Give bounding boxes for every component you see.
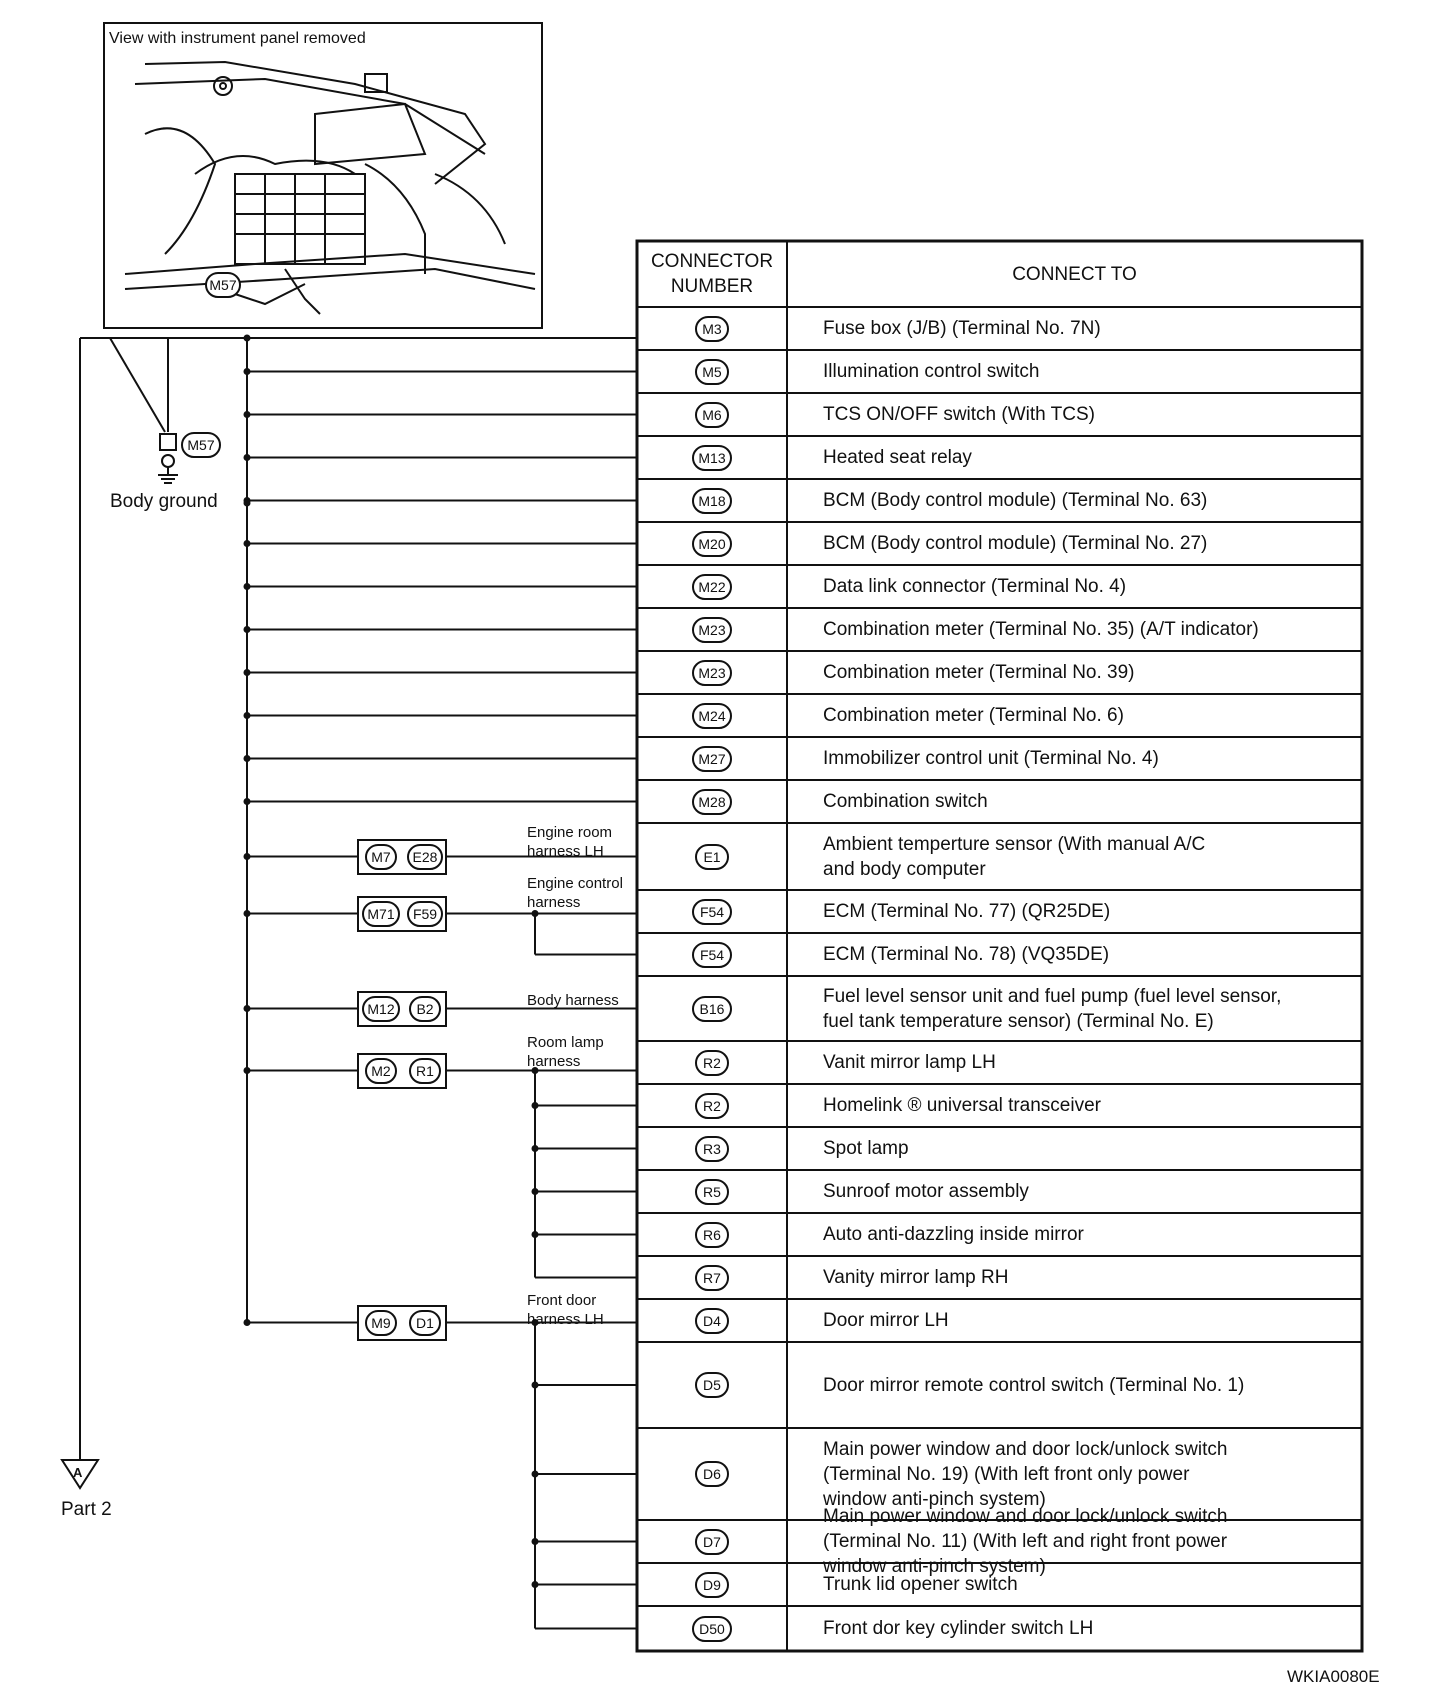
junction-dot [532,1231,539,1238]
connector-badge: M23 [692,660,732,686]
photo-caption: View with instrument panel removed [109,30,366,47]
connect-to-text: ECM (Terminal No. 78) (VQ35DE) [823,944,1110,965]
junction-dot [244,626,251,633]
junction-dot [244,798,251,805]
connect-to-text: Sunroof motor assembly [823,1181,1029,1202]
connector-badge: F54 [692,899,732,925]
connect-to-text: Ambient temperture sensor (With manual A/C and body computer [823,833,1206,880]
junction-dot [244,500,251,507]
junction-dot [244,540,251,547]
inline-connector [357,1053,447,1089]
connect-to-text: Heated seat relay [823,447,972,468]
connect-to-text: Combination meter (Terminal No. 6) [823,705,1124,726]
connect-to-text: Combination meter (Terminal No. 39) [823,662,1135,683]
junction-dot [244,368,251,375]
junction-dot [244,583,251,590]
connect-to-text: BCM (Body control module) (Terminal No. 63) [823,490,1208,511]
connect-to-text: Auto anti-dazzling inside mirror [823,1224,1084,1245]
connector-badge: D4 [695,1308,729,1334]
junction-dot [244,1067,251,1074]
junction-dot [244,411,251,418]
photo-connector-badge: M57 [205,272,241,298]
connector-badge: B16 [692,996,732,1022]
connector-badge: M20 [692,531,732,557]
junction-dot [244,755,251,762]
connect-to-text: Homelink ® universal transceiver [823,1095,1101,1116]
connector-badge: M5 [695,359,729,385]
junction-dot [532,1188,539,1195]
connector-badge: M3 [695,316,729,342]
connect-to-text: TCS ON/OFF switch (With TCS) [823,404,1095,425]
connector-badge: R5 [695,1179,729,1205]
connector-badge: R7 [695,1265,729,1291]
junction-dot [532,1538,539,1545]
harness-label: Engine control harness [527,874,623,911]
header-connect-to: CONNECT TO [1012,263,1137,285]
part2-symbol: A [73,1465,83,1480]
connector-badge: D7 [695,1529,729,1555]
junction-dot [244,712,251,719]
inline-connector-left: M7 [365,844,397,870]
inline-connector-left: M71 [362,901,400,927]
connect-to-text: Door mirror remote control switch (Terminal No. 1) [823,1374,1245,1396]
junction-dot [532,1382,539,1389]
inline-connector [357,896,447,932]
connector-badge: M28 [692,789,732,815]
junction-dot [532,1581,539,1588]
connect-to-text: Vanit mirror lamp LH [823,1052,996,1073]
inline-connector-right: R1 [409,1058,441,1084]
inline-connector-right: E28 [407,844,443,870]
connect-to-text: Combination meter (Terminal No. 35) (A/T indicator) [823,619,1259,640]
connector-badge: M27 [692,746,732,772]
inline-connector [357,991,447,1027]
inline-connector [357,839,447,875]
connector-badge: D6 [695,1461,729,1487]
connector-badge: R2 [695,1050,729,1076]
connect-to-text: Immobilizer control unit (Terminal No. 4) [823,748,1159,769]
connector-badge: M18 [692,488,732,514]
inline-connector-left: M12 [362,996,400,1022]
connector-badge: F54 [692,942,732,968]
inline-connector-left: M2 [365,1058,397,1084]
inline-connector [357,1305,447,1341]
connector-badge: R3 [695,1136,729,1162]
junction-dot [244,1319,251,1326]
harness-label: Engine room harness LH [527,823,613,860]
connect-to-text: Fuse box (J/B) (Terminal No. 7N) [823,318,1101,339]
connector-badge: D5 [695,1372,729,1398]
connector-badge: E1 [695,844,729,870]
figure-code: WKIA0080E [1287,1667,1380,1686]
connector-badge: M13 [692,445,732,471]
connect-to-text: Trunk lid opener switch [823,1574,1018,1595]
connect-to-text: Illumination control switch [823,361,1040,382]
inline-connector-left: M9 [365,1310,397,1336]
connect-to-text: Combination switch [823,791,988,812]
ground-connector-badge: M57 [181,432,221,458]
connect-to-text: Front dor key cylinder switch LH [823,1618,1094,1639]
connector-badge: D50 [692,1616,732,1642]
connect-to-text: Main power window and door lock/unlock switch (Terminal No. 19) (With left front only power window anti-pinch system) [823,1438,1228,1510]
connect-to-text: Spot lamp [823,1138,909,1159]
junction-dot [532,1102,539,1109]
junction-dot [244,669,251,676]
part2-label: Part 2 [61,1499,112,1520]
connector-badge: R2 [695,1093,729,1119]
junction-dot [244,335,251,342]
connect-to-text: Main power window and door lock/unlock switch (Terminal No. 11) (With left and right front power window anti-pinch system) [823,1506,1228,1577]
connector-badge: M24 [692,703,732,729]
connect-to-text: ECM (Terminal No. 77) (QR25DE) [823,901,1111,922]
inline-connector-right: F59 [407,901,443,927]
connector-badge: D9 [695,1572,729,1598]
junction-dot [244,853,251,860]
header-connector-number: CONNECTOR NUMBER [650,251,774,297]
connector-badge: R6 [695,1222,729,1248]
inline-connector-right: B2 [409,996,441,1022]
connector-badge: M22 [692,574,732,600]
harness-label: Room lamp harness [527,1033,604,1070]
connect-to-text: Vanity mirror lamp RH [823,1267,1009,1288]
junction-dot [244,454,251,461]
connector-badge: M6 [695,402,729,428]
connect-to-text: BCM (Body control module) (Terminal No. 27) [823,533,1208,554]
harness-label: Front door harness LH [527,1291,604,1328]
connect-to-text: Data link connector (Terminal No. 4) [823,576,1127,597]
junction-dot [244,910,251,917]
junction-dot [244,1005,251,1012]
junction-dot [532,1145,539,1152]
harness-label: Body harness [527,991,619,1009]
inline-connector-right: D1 [409,1310,441,1336]
junction-dot [532,1471,539,1478]
ground-label: Body ground [110,491,218,512]
connector-badge: M23 [692,617,732,643]
connect-to-text: Door mirror LH [823,1310,949,1331]
connect-to-text: Fuel level sensor unit and fuel pump (fuel level sensor, fuel tank temperature sensor) (Terminal No. E) [823,985,1282,1032]
